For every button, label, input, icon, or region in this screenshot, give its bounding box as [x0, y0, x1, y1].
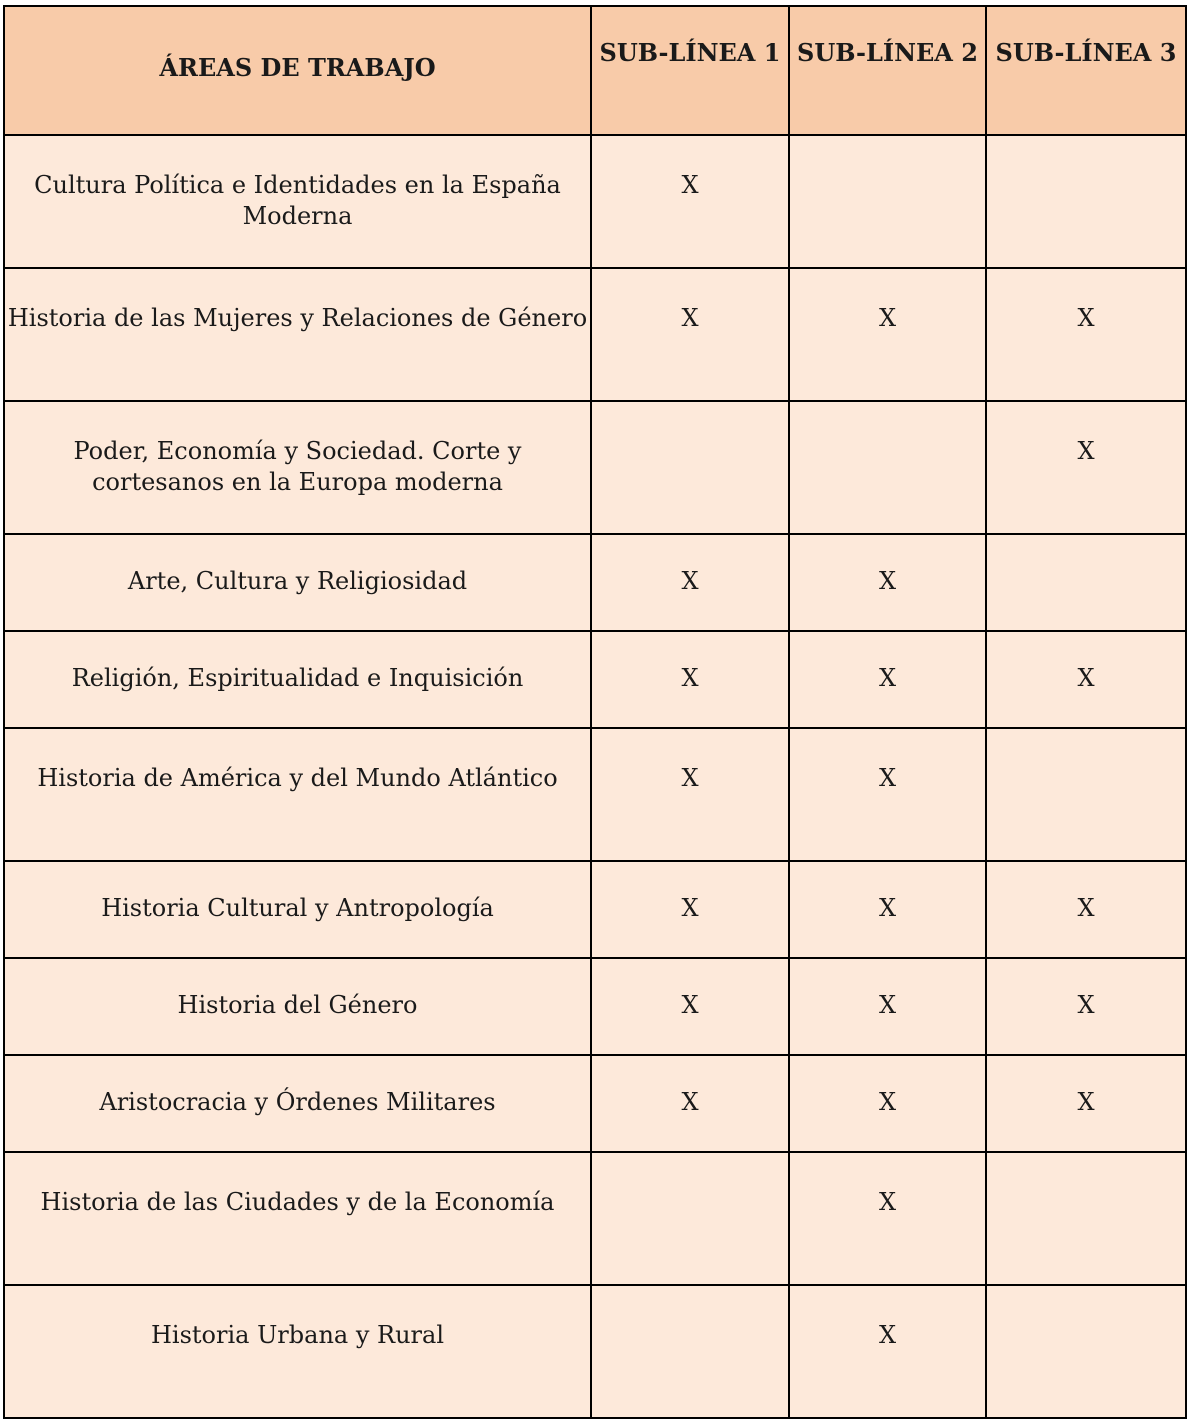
mark-sub-line-1: X [591, 861, 789, 958]
mark-sub-line-3: X [986, 1055, 1186, 1152]
mark-sub-line-3 [986, 728, 1186, 861]
table-row [4, 1285, 1186, 1418]
table-row [4, 1152, 1186, 1285]
mark-sub-line-2 [789, 135, 986, 268]
table-row [4, 861, 1186, 958]
area-name: Historia Urbana y Rural [4, 1285, 591, 1418]
area-name: Arte, Cultura y Religiosidad [4, 534, 591, 631]
mark-sub-line-2: X [789, 728, 986, 861]
area-name: Historia de América y del Mundo Atlántico [4, 728, 591, 861]
area-name: Historia de las Ciudades y de la Economía [4, 1152, 591, 1285]
mark-sub-line-2 [789, 401, 986, 534]
mark-sub-line-2: X [789, 534, 986, 631]
mark-sub-line-3 [986, 1152, 1186, 1285]
table-row [4, 534, 1186, 631]
mark-sub-line-3 [986, 534, 1186, 631]
mark-sub-line-1 [591, 1152, 789, 1285]
mark-sub-line-2: X [789, 1055, 986, 1152]
mark-sub-line-3 [986, 1285, 1186, 1418]
header-sub-line-1: SUB-LÍNEA 1 [591, 6, 789, 135]
area-name: Historia del Género [4, 958, 591, 1055]
mark-sub-line-1: X [591, 268, 789, 401]
mark-sub-line-3: X [986, 631, 1186, 728]
table-row [4, 631, 1186, 728]
mark-sub-line-2: X [789, 861, 986, 958]
mark-sub-line-1: X [591, 534, 789, 631]
table-row [4, 268, 1186, 401]
mark-sub-line-2: X [789, 631, 986, 728]
mark-sub-line-1: X [591, 958, 789, 1055]
table-row [4, 401, 1186, 534]
header-sub-line-3: SUB-LÍNEA 3 [986, 6, 1186, 135]
mark-sub-line-1 [591, 401, 789, 534]
area-name: Historia Cultural y Antropología [4, 861, 591, 958]
area-name: Poder, Economía y Sociedad. Corte y cortesanos en la Europa moderna [4, 401, 591, 534]
header-sub-line-2: SUB-LÍNEA 2 [789, 6, 986, 135]
mark-sub-line-2: X [789, 268, 986, 401]
area-name: Historia de las Mujeres y Relaciones de Género [4, 268, 591, 401]
mark-sub-line-3: X [986, 401, 1186, 534]
table-row [4, 1055, 1186, 1152]
table-row [4, 958, 1186, 1055]
header-areas: ÁREAS DE TRABAJO [4, 6, 591, 135]
mark-sub-line-3 [986, 135, 1186, 268]
area-name: Religión, Espiritualidad e Inquisición [4, 631, 591, 728]
mark-sub-line-1: X [591, 135, 789, 268]
area-name: Cultura Política e Identidades en la España Moderna [4, 135, 591, 268]
mark-sub-line-1 [591, 1285, 789, 1418]
table-row [4, 728, 1186, 861]
mark-sub-line-1: X [591, 1055, 789, 1152]
mark-sub-line-3: X [986, 861, 1186, 958]
mark-sub-line-2: X [789, 1152, 986, 1285]
mark-sub-line-3: X [986, 958, 1186, 1055]
header-row [4, 6, 1186, 135]
mark-sub-line-1: X [591, 728, 789, 861]
area-name: Aristocracia y Órdenes Militares [4, 1055, 591, 1152]
areas-table [3, 5, 1187, 1419]
mark-sub-line-2: X [789, 1285, 986, 1418]
mark-sub-line-1: X [591, 631, 789, 728]
mark-sub-line-2: X [789, 958, 986, 1055]
mark-sub-line-3: X [986, 268, 1186, 401]
table-row [4, 135, 1186, 268]
